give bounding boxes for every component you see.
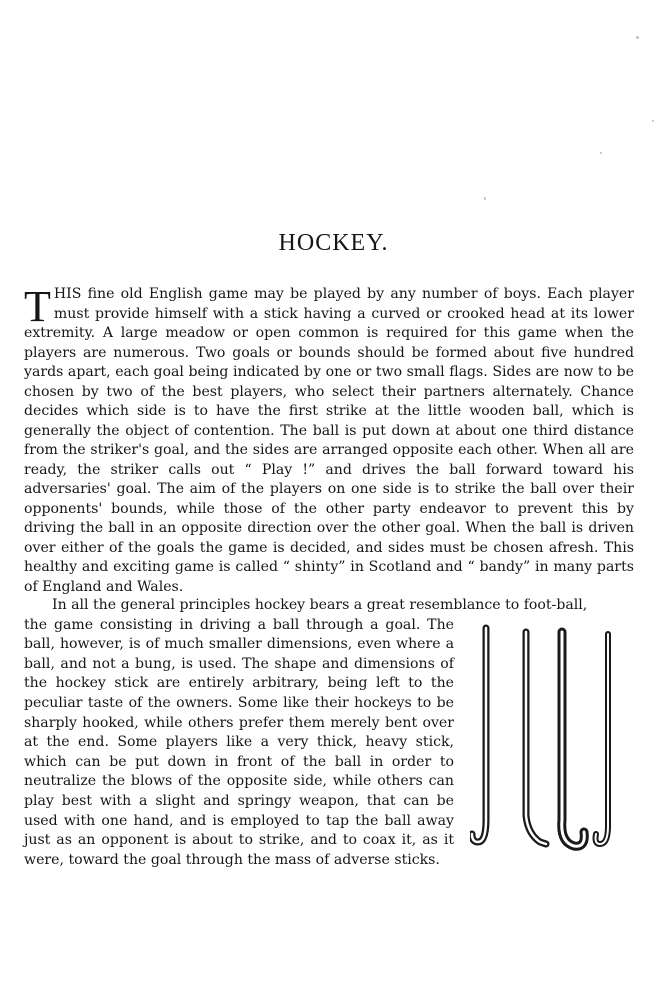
page-title: HOCKEY. bbox=[278, 230, 389, 256]
scan-speck bbox=[652, 120, 654, 122]
scan-speck bbox=[600, 152, 602, 154]
scan-speck bbox=[484, 197, 486, 200]
scan-speck bbox=[636, 36, 639, 39]
hockey-stick-3 bbox=[562, 632, 585, 846]
paragraph-2-first-line: In all the general principles hockey bears a great resemblance to foot-ball, bbox=[52, 597, 588, 613]
paragraph-1 bbox=[24, 282, 634, 597]
paragraph-2-text: the game consisting in driving a ball through a goal. The ball, however, is of much smaller dimensions, even where a ball, and not a bung, is used. The shape and dimensions of the hockey stick are entirely arbitrary, being left to the peculiar taste of the owners. Some like their hockeys to be sharply hooked, while others prefer them merely bent over at the end. Some players like a very thick, heavy stick, which can be put down in front of the ball in order to neutralize the blows of the opposite side, while others can play best with a slight and springy weapon, that can be used with one hand, and is employed to tap the ball away just as an opponent is about to strike, and to coax it, as it were, toward the goal through the mass of adverse sticks. bbox=[24, 616, 454, 868]
hockey-stick-4 bbox=[596, 634, 609, 844]
hockey-sticks-illustration bbox=[470, 620, 640, 860]
drop-cap: T bbox=[24, 282, 51, 331]
paragraph-1-text: HIS fine old English game may be played by any number of boys. Each player must provide himself with a stick having a curved or crooked head at its lower extremity. A large meadow or open common is required for this game when the players are numerous. Two goals or bounds should be formed about five hundred yards apart, each goal being indicated by one or two small flags. Sides are now to be chosen by two of the best players, who select their partners alternately. Chance decides which side is to have the first strike at the little wooden ball, which is generally the object of contention. The ball is put down at about one third distance from the striker's goal, and the sides are arranged opposite each other. When all are ready, the striker calls out “ Play !” and drives the ball forward toward his adversaries' goal. The aim of the players on one side is to strike the ball over their opponents' bounds, while those of the other party endeavor to prevent this by driving the ball in an opposite direction over the other goal. When the ball is driven over either of the goals the game is decided, and sides must be chosen afresh. This healthy and exciting game is called “ shinty” in Scotland and “ bandy” in many parts of England and Wales. bbox=[24, 286, 634, 595]
hockey-stick-2 bbox=[526, 632, 546, 844]
hockey-stick-1 bbox=[472, 628, 486, 842]
